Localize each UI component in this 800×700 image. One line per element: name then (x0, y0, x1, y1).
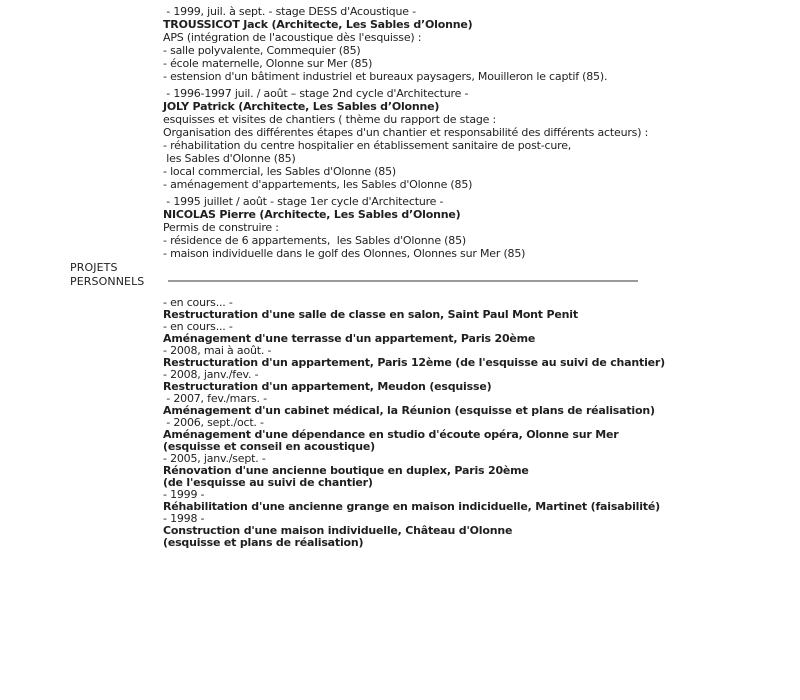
heading-line-personnels: PERSONNELS (70, 274, 145, 288)
stage-text-line: - local commercial, les Sables d'Olonne (85) (163, 165, 396, 178)
stage-name-line: TROUSSICOT Jack (Architecte, Les Sables d’Olonne) (163, 18, 473, 31)
project-date-line: - 2006, sept./oct. - (163, 416, 264, 429)
stage-text-line: - école maternelle, Olonne sur Mer (85) (163, 57, 373, 70)
stage-text-line: Permis de construire : (163, 221, 279, 234)
project-date-line: - 2008, mai à août. - (163, 344, 272, 357)
project-title-line: (esquisse et conseil en acoustique) (163, 440, 375, 453)
stage-text-line: - 1996-1997 juil. / août – stage 2nd cycle d'Architecture - (163, 87, 469, 100)
project-date-line: - 1999 - (163, 488, 205, 501)
stage-text-line: - estension d'un bâtiment industriel et bureaux paysagers, Mouilleron le captif (85). (163, 70, 608, 83)
project-title-line: Restructuration d'une salle de classe en salon, Saint Paul Mont Penit (163, 308, 578, 321)
project-title-line: Aménagement d'un cabinet médical, la Réunion (esquisse et plans de réalisation) (163, 404, 655, 417)
stage-text-line: - 1999, juil. à sept. - stage DESS d'Acoustique - (163, 5, 416, 18)
stage-text-line: esquisses et visites de chantiers ( thème du rapport de stage : (163, 113, 497, 126)
stage-text-line: - résidence de 6 appartements, les Sables d'Olonne (85) (163, 234, 466, 247)
stage-text-line: - 1995 juillet / août - stage 1er cycle d'Architecture - (163, 195, 444, 208)
project-title-line: (esquisse et plans de réalisation) (163, 536, 364, 549)
stage-text-line: - aménagement d'appartements, les Sables d'Olonne (85) (163, 178, 473, 191)
section-divider-rule (168, 280, 638, 282)
project-date-line: - en cours... - (163, 296, 233, 309)
project-title-line: Aménagement d'une dépendance en studio d'écoute opéra, Olonne sur Mer (163, 428, 619, 441)
project-title-line: Construction d'une maison individuelle, Château d'Olonne (163, 524, 513, 537)
project-date-line: - 2007, fev./mars. - (163, 392, 267, 405)
stage-text-line: - réhabilitation du centre hospitalier en établissement sanitaire de post-cure, (163, 139, 572, 152)
stage-text-line: Organisation des différentes étapes d'un chantier et responsabilité des différents acteurs) : (163, 126, 649, 139)
project-title-line: Restructuration d'un appartement, Meudon (esquisse) (163, 380, 492, 393)
stage-text-line: APS (intégration de l'acoustique dès l'esquisse) : (163, 31, 422, 44)
project-date-line: - 2005, janv./sept. - (163, 452, 266, 465)
stage-name-line: JOLY Patrick (Architecte, Les Sables d’Olonne) (163, 100, 440, 113)
stage-block (163, 87, 648, 191)
stage-text-line: - maison individuelle dans le golf des Olonnes, Olonnes sur Mer (85) (163, 247, 526, 260)
project-title-line: Réhabilitation d'une ancienne grange en maison indiciduelle, Martinet (faisabilité) (163, 500, 660, 513)
project-title-line: (de l'esquisse au suivi de chantier) (163, 476, 373, 489)
stages-section (163, 5, 648, 264)
projets-personnels-heading (70, 261, 144, 288)
stage-text-line: - salle polyvalente, Commequier (85) (163, 44, 361, 57)
projects-section (163, 297, 665, 549)
stage-block (163, 195, 648, 260)
project-title-line: Rénovation d'une ancienne boutique en duplex, Paris 20ème (163, 464, 529, 477)
project-title-line: Restructuration d'un appartement, Paris 12ème (de l'esquisse au suivi de chantier) (163, 356, 665, 369)
stage-text-line: les Sables d'Olonne (85) (163, 152, 296, 165)
project-title-line: Aménagement d'une terrasse d'un appartement, Paris 20ème (163, 332, 536, 345)
project-date-line: - en cours... - (163, 320, 233, 333)
stage-name-line: NICOLAS Pierre (Architecte, Les Sables d’Olonne) (163, 208, 461, 221)
heading-line-projets: PROJETS (70, 261, 118, 274)
stage-block (163, 5, 648, 83)
project-date-line: - 1998 - (163, 512, 205, 525)
project-date-line: - 2008, janv./fev. - (163, 368, 259, 381)
